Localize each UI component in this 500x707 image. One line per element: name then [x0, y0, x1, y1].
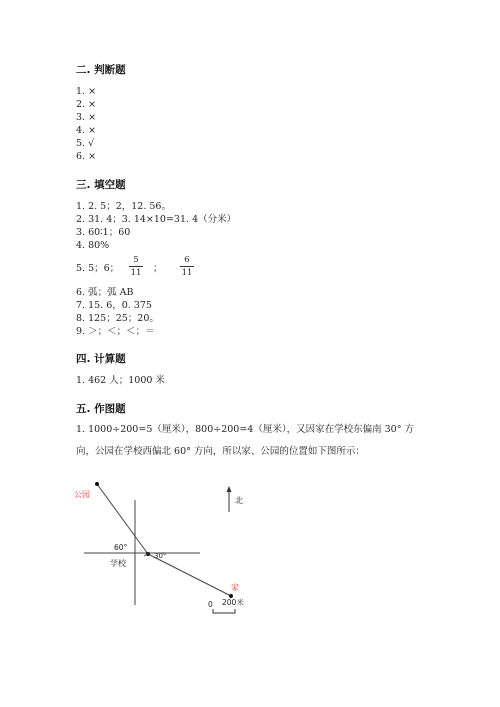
- fill-answer-7: 7. 15. 6，0. 375: [76, 300, 152, 311]
- fraction-denominator: 11: [130, 268, 142, 278]
- section-title-calculation: 四. 计算题: [76, 353, 126, 365]
- fill-answer-1: 1. 2. 5；2，12. 56。: [76, 201, 171, 212]
- park-label: 公园: [74, 490, 90, 499]
- judgement-answer-5: 5. √: [76, 138, 95, 149]
- fraction-numerator: 5: [129, 255, 143, 267]
- scale-bar: [213, 609, 235, 613]
- angle-30-label: 30°: [154, 552, 167, 560]
- judgement-answer-6: 6. ×: [76, 151, 97, 162]
- home-label: 家: [231, 583, 239, 592]
- judgement-answer-2: 2. ×: [76, 99, 97, 110]
- judgement-answer-4: 4. ×: [76, 125, 97, 136]
- angle-60-label: 60°: [114, 543, 128, 552]
- calc-answer-1: 1. 462 人；1000 米: [76, 375, 165, 386]
- fill-answer-6: 6. 弧；弧 AB: [76, 287, 134, 298]
- fill-answer-3: 3. 60∶1；60: [76, 227, 131, 238]
- judgement-answer-3: 3. ×: [76, 112, 97, 123]
- section-title-judgement: 二. 判断题: [76, 64, 126, 76]
- section-title-drawing: 五. 作图题: [76, 403, 126, 415]
- school-home-line: [148, 554, 231, 596]
- fill-answer-4: 4. 80%: [76, 240, 110, 251]
- fill-answer-5-separator: ；: [153, 263, 163, 274]
- scale-zero-label: 0: [208, 600, 213, 609]
- section-title-fill-blank: 三. 填空题: [76, 179, 126, 191]
- fill-answer-9: 9. ＞；＜；＜；＝: [76, 326, 155, 337]
- north-label: 北: [235, 496, 243, 505]
- scale-distance-label: 200米: [222, 598, 244, 607]
- drawing-explanation-line-1: 1. 1000÷200=5（厘米），800÷200=4（厘米），又因家在学校东偏南 30° 方: [76, 424, 414, 435]
- fill-answer-2: 2. 31. 4；3. 14×10=31. 4（分米）: [76, 214, 237, 225]
- north-arrow-icon: [227, 486, 232, 492]
- fill-answer-5-prefix: 5. 5；6；: [76, 263, 120, 274]
- judgement-answer-1: 1. ×: [76, 86, 97, 97]
- park-point: [95, 482, 99, 486]
- fraction-numerator: 6: [180, 255, 194, 267]
- school-label: 学校: [110, 559, 126, 568]
- fraction-denominator: 11: [181, 268, 193, 278]
- fill-answer-8: 8. 125；25；20。: [76, 313, 159, 324]
- drawing-explanation-line-2: 向，公园在学校西偏北 60° 方向，所以家、公园的位置如下图所示：: [76, 446, 365, 457]
